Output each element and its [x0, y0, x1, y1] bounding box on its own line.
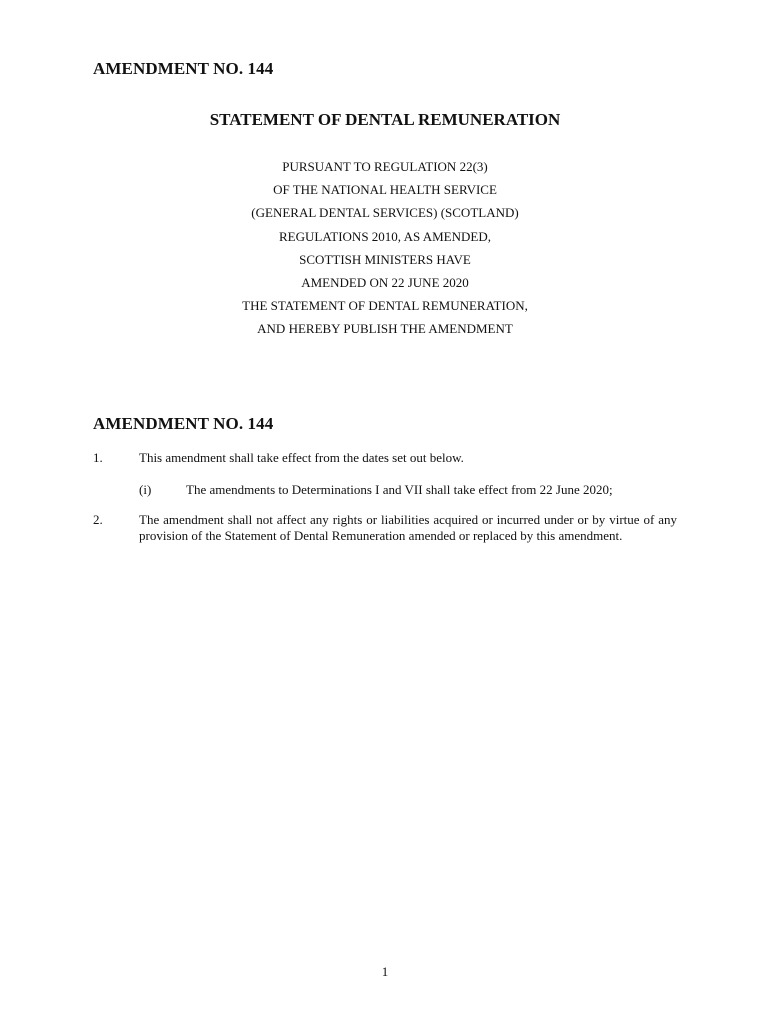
paragraph-number: 1.: [93, 450, 103, 465]
page-number: 1: [381, 964, 389, 979]
paragraph-number: 2.: [93, 512, 103, 527]
preamble-line: SCOTTISH MINISTERS HAVE: [299, 251, 471, 267]
preamble-line: PURSUANT TO REGULATION 22(3): [282, 159, 488, 174]
document-title: STATEMENT OF DENTAL REMUNERATION: [209, 110, 561, 129]
paragraph-text: The amendment shall not affect any rights or liabilities acquired or incurred under or by virtue of any provision of the Statement of Dental Remuneration amended or replaced by this amendment.: [139, 512, 677, 543]
preamble-line: (GENERAL DENTAL SERVICES) (SCOTLAND): [251, 205, 519, 221]
amendment-heading-section: AMENDMENT NO. 144: [93, 414, 274, 433]
preamble-line: AMENDED ON 22 JUNE 2020: [301, 274, 469, 290]
amendment-heading-top: AMENDMENT NO. 144: [93, 59, 274, 78]
subparagraph-number: (i): [139, 482, 152, 497]
preamble-line: OF THE NATIONAL HEALTH SERVICE: [273, 182, 497, 198]
preamble-line: REGULATIONS 2010, AS AMENDED,: [279, 228, 491, 244]
preamble-block: [0, 158, 770, 344]
paragraph-text: This amendment shall take effect from the dates set out below.: [139, 450, 464, 465]
preamble-line: AND HEREBY PUBLISH THE AMENDMENT: [257, 321, 513, 337]
subparagraph-text: The amendments to Determinations I and VII shall take effect from 22 June 2020;: [186, 482, 613, 497]
preamble-line: THE STATEMENT OF DENTAL REMUNERATION,: [242, 298, 528, 314]
